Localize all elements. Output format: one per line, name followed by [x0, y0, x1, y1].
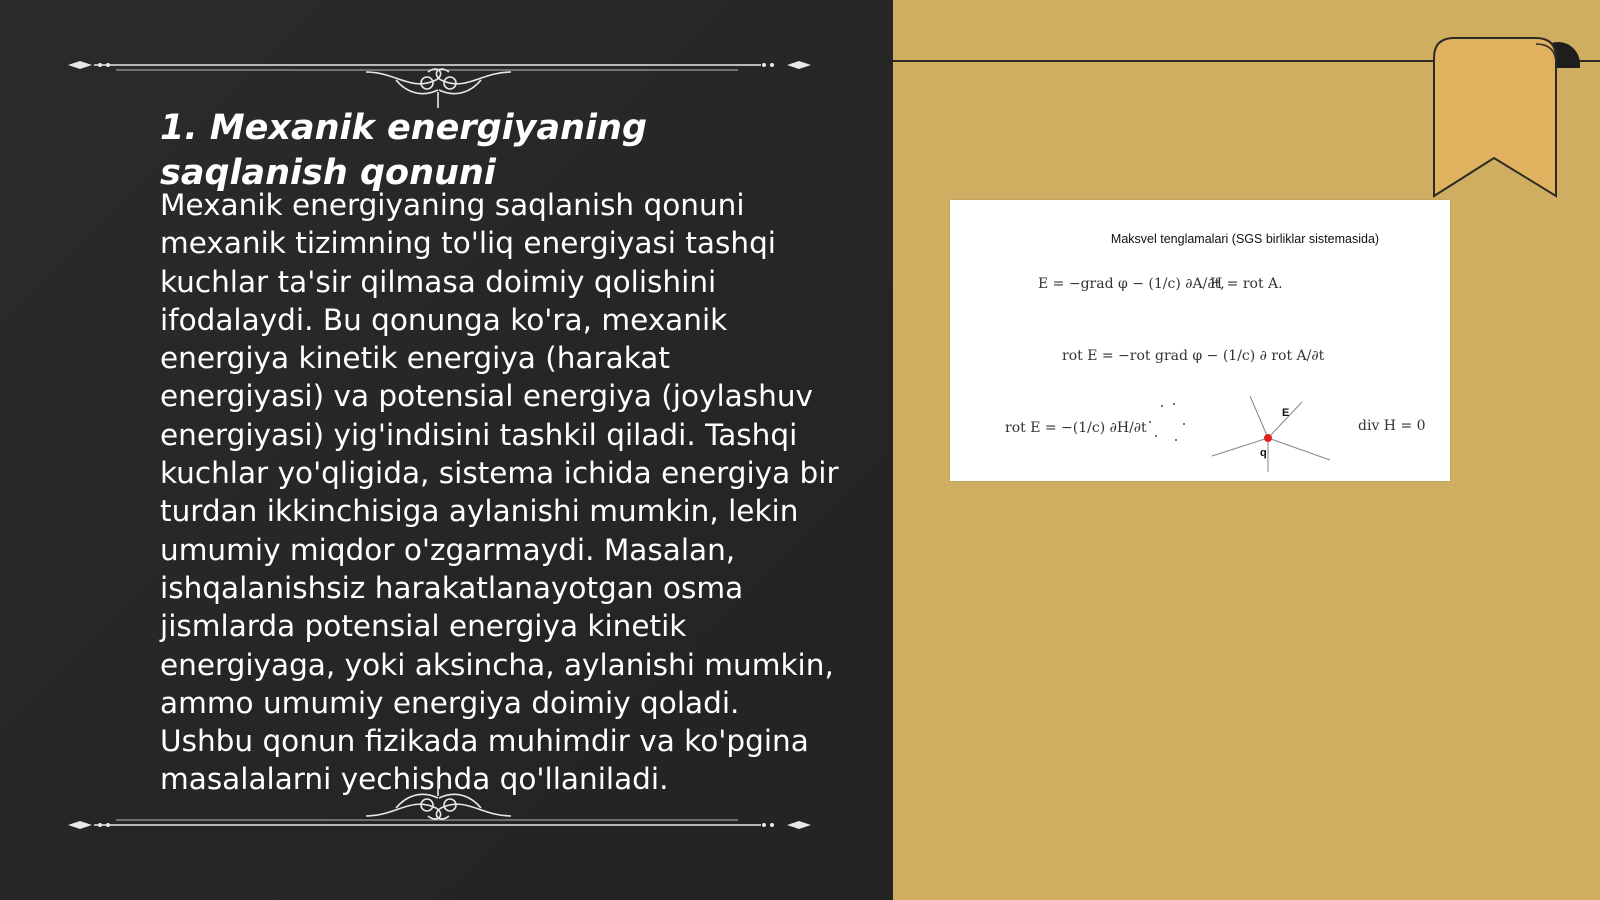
field-label-e: E	[1282, 407, 1290, 419]
equation-faraday-law: rot E = −(1/c) ∂H/∂t	[1005, 420, 1147, 436]
figure-title: Maksvel tenglamalari (SGS birliklar sistemasida)	[1110, 232, 1380, 246]
equation-electric-field: E = −grad φ − (1/c) ∂A/∂t,	[1038, 276, 1225, 292]
ribbon-bookmark-icon	[1432, 34, 1592, 202]
slide-title: 1. Mexanik energiyaning saqlanish qonuni	[160, 108, 647, 193]
equation-rot-e-expanded: rot E = −rot grad φ − (1/c) ∂ rot A/∂t	[1062, 348, 1325, 364]
top-ornament-divider-icon	[66, 50, 826, 110]
equation-div-h: div H = 0	[1358, 418, 1426, 434]
point-charge-field-diagram	[1140, 394, 1340, 474]
maxwell-equations-figure	[950, 200, 1450, 481]
equation-magnetic-field: H = rot A.	[1210, 276, 1283, 292]
charge-label-q: q	[1260, 447, 1267, 459]
slide-body-text: Mexanik energiyaning saqlanish qonuni mexanik tizimning to'liq energiyasi tashqi kuchlar ta'sir qilmasa doimiy qolishini ifodalaydi. Bu qonunga ko'ra, mexanik energiya kinetik energiya (harakat energiyasi) va potensial energiya (joylashuv energiyasi) yig'indisini tashkil qiladi. Tashqi kuchlar yo'qligida, sistema ichida energiya bir turdan ikkinchisiga aylanishi mumkin, lekin umumiy miqdor o'zgarmaydi. Masalan, ishqalanishsiz harakatlanayotgan osma jismlarda potensial energiya kinetik energiyaga, yoki aksincha, aylanishi mumkin, ammo umumiy energiya doimiy qoladi. Ushbu qonun fizikada muhimdir va ko'pgina masalalarni yechishda qo'llaniladi.	[160, 188, 839, 797]
bottom-ornament-divider-icon	[66, 772, 826, 832]
